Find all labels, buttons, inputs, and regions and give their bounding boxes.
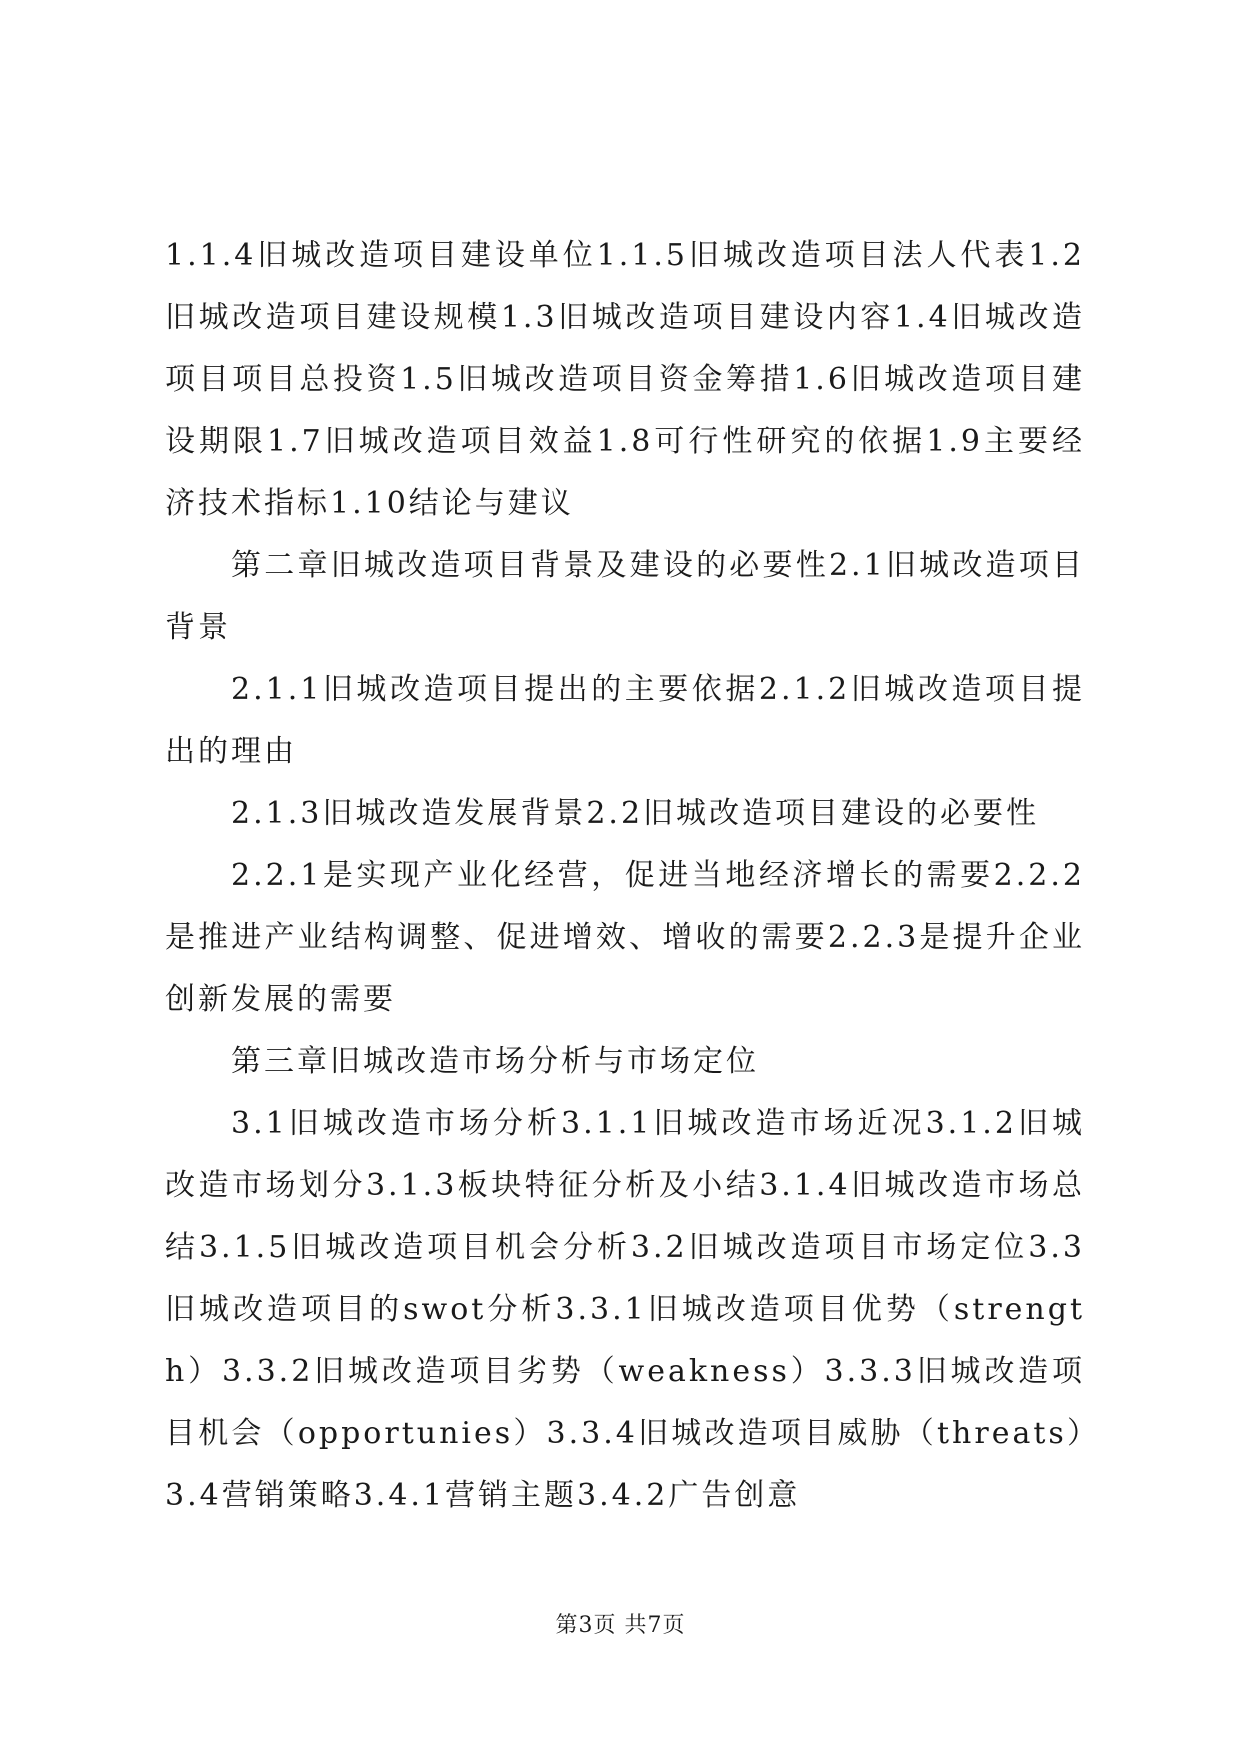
paragraph-chapter-2: 第二章旧城改造项目背景及建设的必要性2.1旧城改造项目背景 (165, 548, 1085, 645)
paragraph-2-1-3: 2.1.3旧城改造发展背景2.2旧城改造项目建设的必要性 (231, 796, 1040, 831)
paragraph-chapter-3: 第三章旧城改造市场分析与市场定位 (231, 1044, 759, 1079)
document-body (165, 225, 1085, 1527)
paragraph-1: 1.1.4旧城改造项目建设单位1.1.5旧城改造项目法人代表1.2旧城改造项目建设规模1.3旧城改造项目建设内容1.4旧城改造项目项目总投资1.5旧城改造项目资金筹措1.6旧城改造项目建设期限1.7旧城改造项目效益1.8可行性研究的依据1.9主要经济技术指标1.10结论与建议 (165, 238, 1085, 521)
paragraph-3-1: 3.1旧城改造市场分析3.1.1旧城改造市场近况3.1.2旧城改造市场划分3.1.3板块特征分析及小结3.1.4旧城改造市场总结3.1.5旧城改造项目机会分析3.2旧城改造项目市场定位3.3旧城改造项目的swot分析3.3.1旧城改造项目优势（strength）3.3.2旧城改造项目劣势（weakness）3.3.3旧城改造项目机会（opportunies）3.3.4旧城改造项目威胁（threats）3.4营销策略3.4.1营销主题3.4.2广告创意 (165, 1106, 1085, 1513)
paragraph-2-1-1: 2.1.1旧城改造项目提出的主要依据2.1.2旧城改造项目提出的理由 (165, 672, 1085, 769)
page-number: 第3页 共7页 (555, 1613, 686, 1638)
paragraph-2-2-1: 2.2.1是实现产业化经营，促进当地经济增长的需要2.2.2是推进产业结构调整、促进增效、增收的需要2.2.3是提升企业创新发展的需要 (165, 858, 1085, 1017)
